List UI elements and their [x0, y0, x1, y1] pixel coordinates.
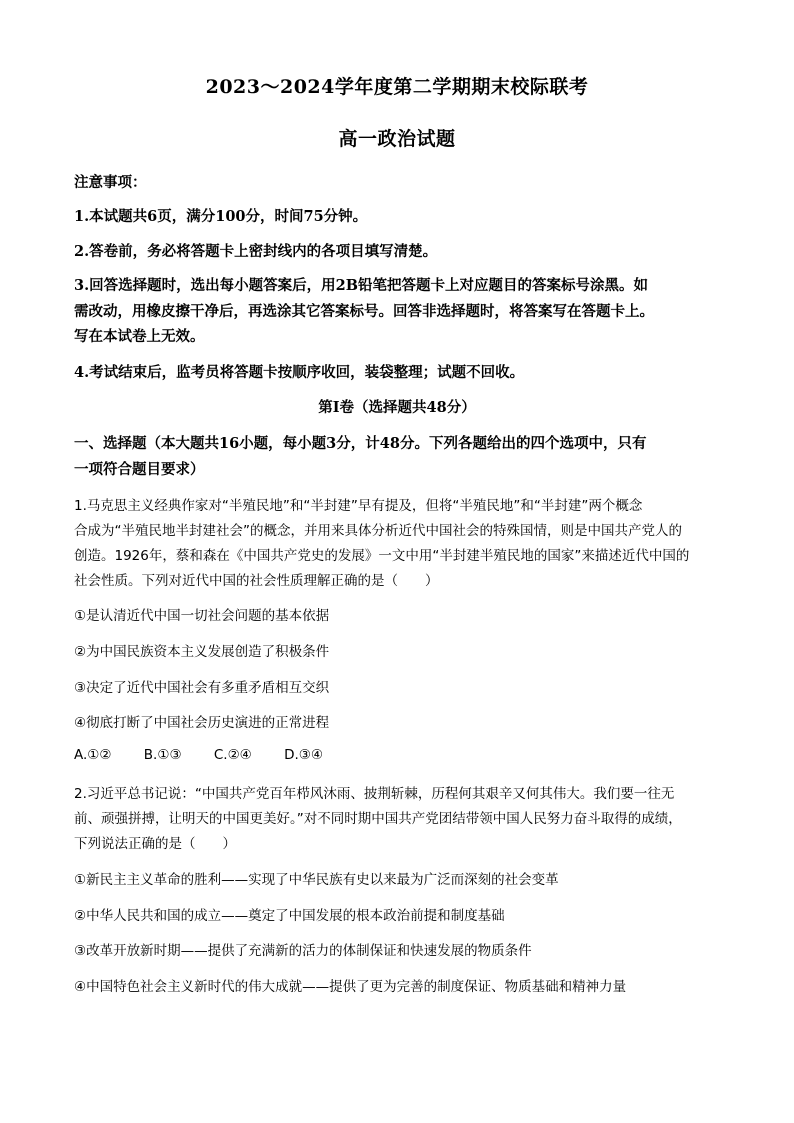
q1-statement-1: ①是认清近代中国一切社会问题的基本依据 — [74, 608, 330, 624]
q1-stem-line-4: 社会性质。下列对近代中国的社会性质理解正确的是（ ） — [74, 573, 439, 589]
notice-item-3-line-3: 写在本试卷上无效。 — [74, 328, 205, 345]
part1-heading: 第Ⅰ卷（选择题共48分） — [318, 399, 476, 416]
q1-option-b: B.①③ — [143, 747, 182, 763]
q1-option-c: C.②④ — [213, 747, 252, 763]
section-heading-line-2: 一项符合题目要求） — [74, 461, 205, 478]
exam-title: 2023～2024学年度第二学期期末校际联考 — [205, 76, 589, 98]
notice-item-2: 2.答卷前，务必将答题卡上密封线内的各项目填写清楚。 — [74, 243, 438, 260]
q2-stem-line-3: 下列说法正确的是（ ） — [74, 836, 236, 852]
exam-subtitle: 高一政治试题 — [338, 128, 456, 150]
notice-item-1: 1.本试题共6页，满分100分，时间75分钟。 — [74, 208, 368, 225]
q2-statement-1: ①新民主主义革命的胜利——实现了中华民族有史以来最为广泛而深刻的社会变革 — [74, 872, 559, 888]
q2-statement-3: ③改革开放新时期——提供了充满新的活力的体制保证和快速发展的物质条件 — [74, 943, 532, 959]
notice-heading: 注意事项： — [74, 174, 147, 191]
q1-option-a: A.①② — [74, 747, 112, 763]
q1-option-d: D.③④ — [284, 747, 323, 763]
q1-statement-2: ②为中国民族资本主义发展创造了积极条件 — [74, 644, 330, 660]
q2-statement-2: ②中华人民共和国的成立——奠定了中国发展的根本政治前提和制度基础 — [74, 908, 505, 924]
q1-options — [74, 747, 724, 763]
q1-statement-4: ④彻底打断了中国社会历史演进的正常进程 — [74, 715, 330, 731]
q2-stem-line-1: 2.习近平总书记说：“中国共产党百年栉风沐雨、披荆斩棘，历程何其艰辛又何其伟大。我们要一往无 — [74, 786, 675, 802]
notice-item-3-line-1: 3.回答选择题时，选出每小题答案后，用2B铅笔把答题卡上对应题目的答案标号涂黑。如 — [74, 277, 648, 294]
notice-item-3-line-2: 需改动，用橡皮擦干净后，再选涂其它答案标号。回答非选择题时，将答案写在答题卡上。 — [74, 303, 654, 320]
q1-stem-line-2: 合成为“半殖民地半封建社会”的概念，并用来具体分析近代中国社会的特殊国情，则是中国共产党人的 — [74, 523, 682, 539]
section-heading-line-1: 一、选择题（本大题共16小题，每小题3分，计48分。下列各题给出的四个选项中，只有 — [74, 435, 647, 452]
q1-stem-line-1: 1.马克思主义经典作家对“半殖民地”和“半封建”早有提及，但将“半殖民地”和“半封建”两个概念 — [74, 498, 643, 514]
q1-statement-3: ③决定了近代中国社会有多重矛盾相互交织 — [74, 680, 330, 696]
q2-statement-4: ④中国特色社会主义新时代的伟大成就——提供了更为完善的制度保证、物质基础和精神力量 — [74, 979, 627, 995]
notice-item-4: 4.考试结束后，监考员将答题卡按顺序收回，装袋整理；试题不回收。 — [74, 364, 525, 381]
q2-stem-line-2: 前、顽强拼搏，让明天的中国更美好。”对不同时期中国共产党团结带领中国人民努力奋斗取得的成绩， — [74, 811, 682, 827]
q1-stem-line-3: 创造。1926年，蔡和森在《中国共产党史的发展》一文中用“半封建半殖民地的国家”来描述近代中国的 — [74, 548, 690, 564]
